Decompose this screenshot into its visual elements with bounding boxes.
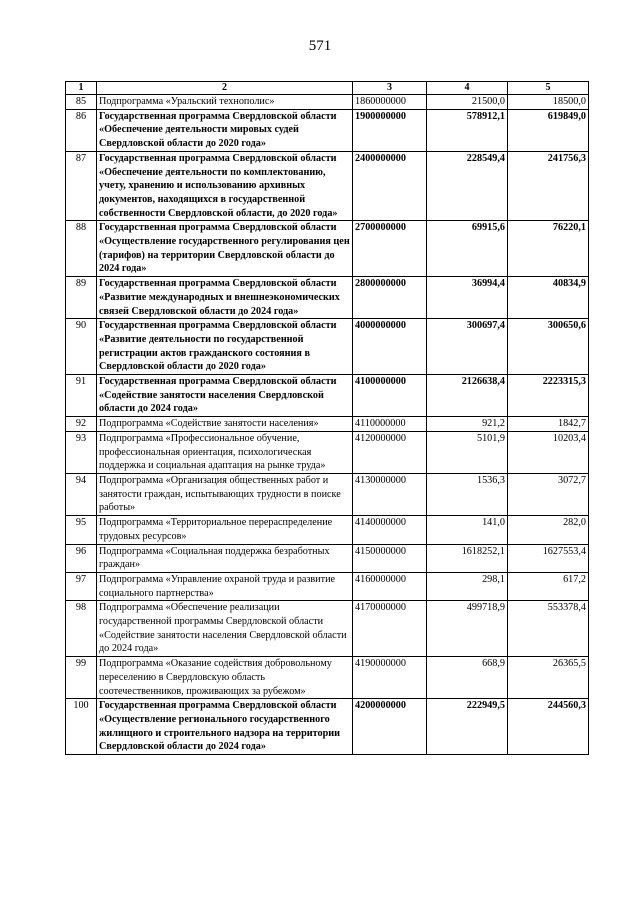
value-col5: 3072,7 — [508, 473, 589, 515]
value-col5: 619849,0 — [508, 109, 589, 151]
table-row — [66, 277, 589, 319]
row-number: 100 — [66, 699, 97, 755]
value-col4: 1618252,1 — [427, 544, 508, 572]
table-row — [66, 319, 589, 375]
row-number: 96 — [66, 544, 97, 572]
value-col4: 5101,9 — [427, 431, 508, 473]
row-number: 97 — [66, 572, 97, 600]
column-header: 5 — [508, 82, 589, 95]
program-code: 4150000000 — [353, 544, 427, 572]
value-col4: 141,0 — [427, 516, 508, 544]
row-number: 87 — [66, 151, 97, 221]
value-col4: 298,1 — [427, 572, 508, 600]
program-code: 2700000000 — [353, 221, 427, 277]
row-number: 86 — [66, 109, 97, 151]
program-name: Государственная программа Свердловской области «Развитие деятельности по государственной регистрации актов гражданского состояния в Свердловской области до 2020 года» — [97, 319, 353, 375]
program-name: Подпрограмма «Уральский технополис» — [97, 95, 353, 110]
value-col4: 668,9 — [427, 657, 508, 699]
value-col5: 282,0 — [508, 516, 589, 544]
program-name: Государственная программа Свердловской области «Обеспечение деятельности по комплектованию, учету, хранению и использованию архивных документов, находящихся в государственной собственности Свердловской области, до 2020 года» — [97, 151, 353, 221]
table-row — [66, 699, 589, 755]
value-col5: 241756,3 — [508, 151, 589, 221]
page-number: 571 — [308, 38, 332, 54]
value-col5: 18500,0 — [508, 95, 589, 110]
row-number: 92 — [66, 417, 97, 432]
value-col5: 76220,1 — [508, 221, 589, 277]
value-col4: 69915,6 — [427, 221, 508, 277]
value-col5: 1627553,4 — [508, 544, 589, 572]
program-code: 1900000000 — [353, 109, 427, 151]
table-row — [66, 431, 589, 473]
table-row — [66, 109, 589, 151]
table-row — [66, 221, 589, 277]
value-col5: 553378,4 — [508, 601, 589, 657]
table-row — [66, 375, 589, 417]
program-code: 2400000000 — [353, 151, 427, 221]
program-name: Подпрограмма «Профессиональное обучение, профессиональная ориентация, психологическая поддержка и социальная адаптация на рынке труда» — [97, 431, 353, 473]
program-code: 2800000000 — [353, 277, 427, 319]
value-col4: 499718,9 — [427, 601, 508, 657]
row-number: 94 — [66, 473, 97, 515]
program-code: 4190000000 — [353, 657, 427, 699]
program-code: 4140000000 — [353, 516, 427, 544]
table-row — [66, 95, 589, 110]
table-row — [66, 572, 589, 600]
table-header-row — [66, 82, 589, 95]
row-number: 95 — [66, 516, 97, 544]
value-col4: 300697,4 — [427, 319, 508, 375]
value-col5: 617,2 — [508, 572, 589, 600]
value-col4: 578912,1 — [427, 109, 508, 151]
budget-table — [65, 81, 589, 755]
table-row — [66, 657, 589, 699]
table-row — [66, 601, 589, 657]
row-number: 88 — [66, 221, 97, 277]
column-header: 3 — [353, 82, 427, 95]
value-col4: 21500,0 — [427, 95, 508, 110]
program-code: 4100000000 — [353, 375, 427, 417]
program-name: Подпрограмма «Социальная поддержка безработных граждан» — [97, 544, 353, 572]
column-header: 2 — [97, 82, 353, 95]
program-code: 4160000000 — [353, 572, 427, 600]
column-header: 1 — [66, 82, 97, 95]
program-code: 4170000000 — [353, 601, 427, 657]
value-col4: 228549,4 — [427, 151, 508, 221]
program-name: Подпрограмма «Обеспечение реализации государственной программы Свердловской области «Содействие занятости населения Свердловской области до 2024 года» — [97, 601, 353, 657]
value-col4: 1536,3 — [427, 473, 508, 515]
value-col5: 1842,7 — [508, 417, 589, 432]
row-number: 90 — [66, 319, 97, 375]
table-row — [66, 516, 589, 544]
value-col5: 26365,5 — [508, 657, 589, 699]
row-number: 99 — [66, 657, 97, 699]
table-row — [66, 544, 589, 572]
program-name: Государственная программа Свердловской области «Обеспечение деятельности мировых судей Свердловской области до 2020 года» — [97, 109, 353, 151]
table-row — [66, 473, 589, 515]
value-col5: 2223315,3 — [508, 375, 589, 417]
value-col5: 300650,6 — [508, 319, 589, 375]
program-code: 4130000000 — [353, 473, 427, 515]
row-number: 98 — [66, 601, 97, 657]
row-number: 91 — [66, 375, 97, 417]
row-number: 93 — [66, 431, 97, 473]
row-number: 85 — [66, 95, 97, 110]
value-col4: 36994,4 — [427, 277, 508, 319]
program-name: Государственная программа Свердловской области «Осуществление регионального государственного жилищного и строительного надзора на территории Свердловской области до 2024 года» — [97, 699, 353, 755]
program-code: 4120000000 — [353, 431, 427, 473]
program-code: 1860000000 — [353, 95, 427, 110]
table-body — [66, 95, 589, 755]
program-name: Государственная программа Свердловской области «Осуществление государственного регулирования цен (тарифов) на территории Свердловской области до 2024 года» — [97, 221, 353, 277]
program-name: Подпрограмма «Территориальное перераспределение трудовых ресурсов» — [97, 516, 353, 544]
value-col5: 244560,3 — [508, 699, 589, 755]
program-code: 4200000000 — [353, 699, 427, 755]
table-row — [66, 417, 589, 432]
row-number: 89 — [66, 277, 97, 319]
value-col4: 222949,5 — [427, 699, 508, 755]
value-col5: 40834,9 — [508, 277, 589, 319]
value-col5: 10203,4 — [508, 431, 589, 473]
program-name: Подпрограмма «Управление охраной труда и развитие социального партнерства» — [97, 572, 353, 600]
program-code: 4000000000 — [353, 319, 427, 375]
program-name: Подпрограмма «Организация общественных работ и занятости граждан, испытывающих трудности в поиске работы» — [97, 473, 353, 515]
program-code: 4110000000 — [353, 417, 427, 432]
program-name: Государственная программа Свердловской области «Развитие международных и внешнеэкономических связей Свердловской области до 2024 года» — [97, 277, 353, 319]
value-col4: 2126638,4 — [427, 375, 508, 417]
program-name: Государственная программа Свердловской области «Содействие занятости населения Свердловской области до 2024 года» — [97, 375, 353, 417]
program-name: Подпрограмма «Оказание содействия добровольному переселению в Свердловскую область соотечественников, проживающих за рубежом» — [97, 657, 353, 699]
value-col4: 921,2 — [427, 417, 508, 432]
column-header: 4 — [427, 82, 508, 95]
table-row — [66, 151, 589, 221]
program-name: Подпрограмма «Содействие занятости населения» — [97, 417, 353, 432]
